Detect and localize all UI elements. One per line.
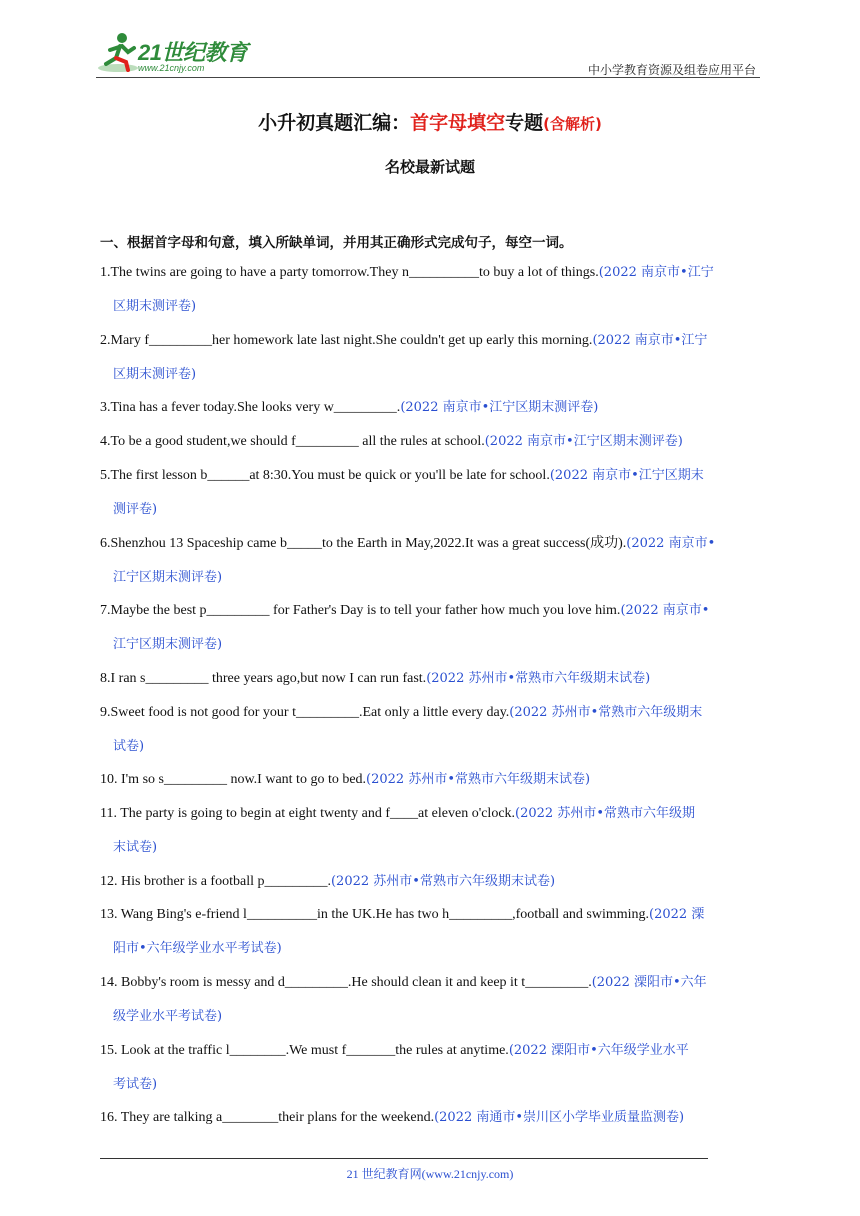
question-source-continued: 阳市•六年级学业水平考试卷): [113, 940, 282, 956]
question-text: 12. His brother is a football p_________.: [100, 874, 331, 889]
question-source: (2022 溧: [649, 907, 705, 922]
question-text: 1.The twins are going to have a party tomorrow.They n__________to buy a lot of things.: [100, 265, 599, 280]
header-divider: [96, 77, 760, 78]
question-item: [100, 256, 762, 323]
question-source: (2022 溧阳市•六年级学业水平: [508, 1043, 689, 1058]
question-text: 15. Look at the traffic l________.We must f_______the rules at anytime.: [100, 1043, 509, 1058]
logo-text: 21世纪教育: [138, 40, 248, 65]
runner-logo-icon: [96, 30, 140, 76]
question-source: (2022 南京市•江宁区期末测评卷): [400, 400, 599, 415]
question-text: 5.The first lesson b______at 8:30.You must be quick or you'll be late for school.: [100, 468, 550, 483]
question-text: 14. Bobby's room is messy and d_________.He should clean it and keep it t_________.: [100, 975, 592, 990]
question-source-continued: 末试卷): [113, 839, 158, 855]
title-part-1: 小升初真题汇编：: [258, 112, 411, 134]
question-text: 6.Shenzhou 13 Spaceship came b_____to the Earth in May,2022.It was a great success(成功).: [100, 536, 627, 551]
question-item: [100, 425, 762, 459]
question-text: 13. Wang Bing's e-friend l__________in the UK.He has two h_________,football and swimming.: [100, 907, 650, 922]
question-source: (2022 苏州市•常熟市六年级期末试卷): [366, 772, 591, 787]
title-highlight: 首字母填空: [410, 112, 506, 134]
question-source: (2022 苏州市•常熟市六年级期末: [509, 705, 703, 720]
question-source-continued: 试卷): [113, 738, 145, 754]
question-item: [100, 594, 762, 661]
question-source-continued: 测评卷): [113, 501, 158, 517]
question-item: [100, 391, 762, 425]
question-source: (2022 南京市•江宁: [592, 333, 708, 348]
footer-divider: [100, 1158, 708, 1159]
question-source: (2022 南京市•江宁: [598, 265, 714, 280]
header-platform-text: 中小学教育资源及组卷应用平台: [587, 63, 756, 77]
logo-url: www.21cnjy.com: [138, 63, 205, 73]
title-part-3: 专题: [505, 112, 544, 134]
question-item: [100, 966, 762, 1033]
question-text: 9.Sweet food is not good for your t_________.Eat only a little every day.: [100, 705, 510, 720]
question-source: (2022 南京市•: [626, 536, 716, 551]
question-source-continued: 江宁区期末测评卷): [113, 569, 223, 585]
question-text: 11. The party is going to begin at eight twenty and f____at eleven o'clock.: [100, 806, 516, 821]
question-source: (2022 溧阳市•六年: [591, 975, 707, 990]
question-item: [100, 527, 762, 594]
question-text: 4.To be a good student,we should f_________ all the rules at school.: [100, 434, 485, 449]
question-item: [100, 763, 762, 797]
question-item: [100, 797, 762, 864]
question-text: 8.I ran s_________ three years ago,but now I can run fast.: [100, 671, 427, 686]
question-source-continued: 考试卷): [113, 1076, 158, 1092]
question-text: 16. They are talking a________their plans for the weekend.: [100, 1110, 435, 1125]
question-item: [100, 1101, 762, 1135]
question-source: (2022 苏州市•常熟市六年级期: [515, 806, 695, 821]
question-item: [100, 662, 762, 696]
question-text: 10. I'm so s_________ now.I want to go to bed.: [100, 772, 367, 787]
question-source-continued: 级学业水平考试卷): [113, 1008, 223, 1024]
title-note: (含解析): [543, 115, 602, 133]
page-header: [96, 30, 760, 80]
question-item: [100, 696, 762, 763]
question-item: [100, 459, 762, 526]
question-text: 7.Maybe the best p_________ for Father's Day is to tell your father how much you love him.: [100, 603, 621, 618]
question-text: 2.Mary f_________her homework late last night.She couldn't get up early this morning.: [100, 333, 593, 348]
question-item: [100, 324, 762, 391]
site-logo[interactable]: [96, 30, 266, 78]
question-source: (2022 苏州市•常熟市六年级期末试卷): [330, 874, 556, 889]
question-item: [100, 898, 762, 965]
page-title: [0, 108, 860, 135]
section-heading: 一、根据首字母和句意，填入所缺单词，并用其正确形式完成句子，每空一词。: [100, 235, 573, 251]
question-source: (2022 南京市•江宁区期末: [549, 468, 704, 483]
question-source: (2022 南京市•江宁区期末测评卷): [484, 434, 683, 449]
question-source-continued: 区期末测评卷): [113, 298, 197, 314]
question-item: [100, 1034, 762, 1101]
question-source-continued: 区期末测评卷): [113, 366, 197, 382]
question-source: (2022 南通市•崇川区小学毕业质量监测卷): [434, 1110, 685, 1125]
question-item: [100, 865, 762, 899]
page-subtitle: 名校最新试题: [384, 158, 475, 176]
question-source: (2022 苏州市•常熟市六年级期末试卷): [426, 671, 651, 686]
question-source: (2022 南京市•: [620, 603, 710, 618]
question-text: 3.Tina has a fever today.She looks very w_________.: [100, 400, 401, 415]
question-source-continued: 江宁区期末测评卷): [113, 636, 223, 652]
page-footer: 21 世纪教育网(www.21cnjy.com): [346, 1167, 514, 1181]
